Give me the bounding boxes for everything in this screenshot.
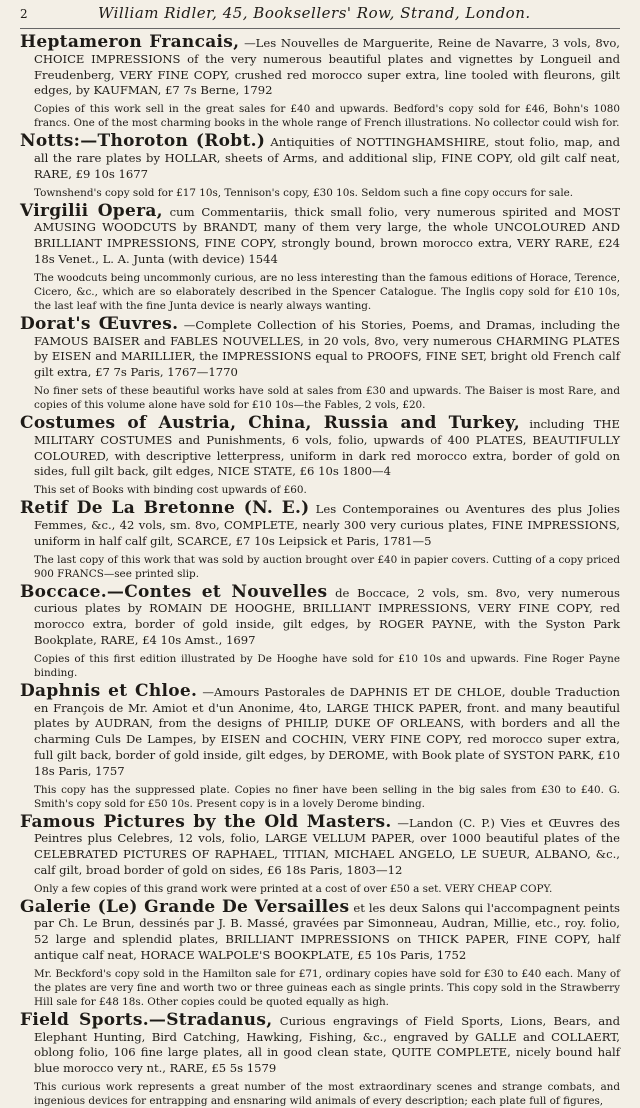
entry-note: The woodcuts being uncommonly curious, are no less interesting than the famous editions of Horace, Terence, Cicero, &c., which are so elaborately described in the Spencer Catalogue. The Inglis copy sold for £10 10s, the last leaf with the fine Junta device is nearly always wanting. — [34, 271, 620, 312]
entry-note: This copy has the suppressed plate. Copies no finer have been selling in the big sales from £30 to £40. G. Smith's copy sold for £50 10s. Present copy is in a lovely Derome binding. — [34, 783, 620, 810]
entry-description: —Complete Collection of his Stories, Poems, and Dramas, including the FAMOUS BAISER and FABLES NOUVELLES, in 20 vols, 8vo, very numerous CHARMING PLATES by EISEN and MARILLIER, the IMPRESSIONS equal to PROOFS, FINE SET, bright old French calf gilt extra, £7 7s Paris, 1767—1770 — [34, 317, 621, 380]
entry-description: Les Contemporaines ou Aventures des plus Jolies Femmes, &c., 42 vols, sm. 8vo, COMPLETE, nearly 300 very curious plates, FINE IMPRESSIONS, uniform in half calf gilt, SCARCE, £7 10s Leipsick et Paris, 1781—5 — [34, 502, 620, 548]
entry-heading: Retif De La Bretonne (N. E.) — [20, 498, 310, 519]
catalogue-entries — [20, 32, 621, 1108]
entry-heading: Famous Pictures by the Old Masters. — [20, 811, 392, 832]
catalogue-entry — [20, 581, 621, 649]
entry-description: Curious engravings of Field Sports, Lions, Bears, and Elephant Hunting, Bird Catching, Hawking, Fishing, &c., engraved by GALLE and COLLAERT, oblong folio, 106 fine large plates, all in good clean state, QUITE COMPLETE, nicely bound half blue morocco very nt., RARE, £5 5s 1579 — [34, 1013, 620, 1076]
entry-heading: Galerie (Le) Grande De Versailles — [20, 896, 350, 917]
page-number: 2 — [20, 7, 29, 21]
catalogue-entry — [20, 200, 620, 268]
entry-description: de Boccace, 2 vols, sm. 8vo, very numerous curious plates by ROMAIN DE HOOGHE, BRILLIANT IMPRESSIONS, VERY FINE COPY, red morocco extra, border of gold inside, gilt edges, by ROGER PAYNE, with the Syston Park Bookplate, RARE, £4 10s Amst., 1697 — [34, 585, 621, 647]
entry-note: Copies of this first edition illustrated by De Hooghe have sold for £10 10s and upwards. Fine Roger Payne binding. — [34, 652, 620, 679]
entry-description: —Amours Pastorales de DAPHNIS ET DE CHLOE, double Traduction en François de Mr. Amiot et d'un Anonime, 4to, LARGE THICK PAPER, front. and many beautiful plates by AUDRAN, from the designs of PHILIP, DUKE OF ORLEANS, with borders and all the charming Culs De Lampes, by EISEN and COCHIN, VERY FINE COPY, red morocco super extra, full gilt back, border of gold inside, gilt edges, by DEROME, with Book plate of SYSTON PARK, £10 18s Paris, 1757 — [34, 684, 621, 778]
entry-heading: Costumes of Austria, China, Russia and Turkey, — [20, 412, 520, 433]
entry-note: Copies of this work sell in the great sales for £40 and upwards. Bedford's copy sold for £46, Bohn's 1080 francs. One of the most charming books in the whole range of French illustrations. No collector could wish for. — [34, 103, 620, 130]
entry-heading: Heptameron Francais, — [20, 32, 240, 52]
entry-note: The last copy of this work that was sold by auction brought over £40 in papier covers. Cutting of a copy priced 900 FRANCS—see printed slip. — [34, 553, 620, 580]
entry-note: Townshend's copy sold for £17 10s, Tennison's copy, £30 10s. Seldom such a fine copy occurs for sale. — [34, 186, 574, 199]
entry-description: —Landon (C. P.) Vies et Œuvres des Peintres plus Celebres, 12 vols, folio, LARGE VELLUM PAPER, over 1000 beautiful plates of the CELEBRATED PICTURES OF RAPHAEL, TITIAN, MICHAEL ANGELO, LE SUEUR, ALBANO, &c., calf gilt, broad border of gold on sides, £6 18s Paris, 1803—12 — [34, 815, 620, 877]
entry-note: Only a few copies of this grand work were printed at a cost of over £50 a set. VERY CHEAP COPY. — [34, 882, 553, 895]
entry-heading: Notts:—Thoroton (Robt.) — [20, 131, 266, 152]
entry-note: This set of Books with binding cost upwards of £60. — [34, 484, 307, 497]
entry-description: cum Commentariis, thick small folio, very numerous spirited and MOST AMUSING WOODCUTS by BRANDT, many of them very large, the whole UNCOLOURED AND BRILLIANT IMPRESSIONS, FINE COPY, strongly bound, brown morocco extra, VERY RARE, £24 18s Venet., L. A. Junta (with device) 1544 — [34, 204, 620, 266]
page-header — [20, 4, 620, 26]
running-title: William Ridler, 45, Booksellers' Row, Strand, London. — [97, 4, 531, 22]
entry-heading: Virgilii Opera, — [20, 200, 163, 221]
catalogue-entry — [20, 680, 621, 780]
catalogue-entry — [20, 131, 620, 182]
catalogue-page — [20, 0, 620, 1108]
catalogue-entry — [20, 412, 620, 480]
catalogue-entry — [20, 498, 620, 549]
entry-heading: Dorat's Œuvres. — [20, 313, 179, 334]
entry-note: No finer sets of these beautiful works have sold at sales from £30 and upwards. The Baiser is most Rare, and copies of this volume alone have sold for £10 10s—the Fables, 2 vols, £20. — [34, 384, 620, 411]
entry-description: including THE MILITARY COSTUMES and Punishments, 6 vols, folio, upwards of 400 PLATES, BEAUTIFULLY COLOURED, with descriptive letterpress, uniform in dark red morocco extra, border of gold on sides, full gilt back, gilt edges, NICE STATE, £6 10s 1800—4 — [34, 416, 620, 479]
catalogue-entry — [20, 32, 620, 99]
entry-note: Mr. Beckford's copy sold in the Hamilton sale for £71, ordinary copies have sold for £30 to £40 each. Many of the plates are very fine and worth two or three guineas each as single prints. This copy sold in the Strawberry Hill sale for £48 18s. Other copies could be quoted equally as high. — [34, 967, 620, 1008]
entry-description: —Les Nouvelles de Marguerite, Reine de Navarre, 3 vols, 8vo, CHOICE IMPRESSIONS of the very numerous beautiful plates and vignettes by Longueil and Freudenberg, VERY FINE COPY, crushed red morocco super extra, line tooled with fleurons, gilt edges, by KAUFMAN, £7 7s Berne, 1792 — [34, 36, 620, 98]
entry-note: This curious work represents a great number of the most extraordinary scenes and strange combats, and ingenious devices for entrapping and ensnaring wild animals of every description; each plate full of figures, — [34, 1081, 620, 1108]
catalogue-entry — [20, 313, 621, 381]
entry-description: et les deux Salons qui l'accompagnent peints par Ch. Le Brun, dessinés par J. B. Massé, gravées par Simonneau, Audran, Millie, etc., roy. folio, 52 large and splendid plates, BRILLIANT IMPRESSIONS on THICK PAPER, FINE COPY, half antique calf neat, HORACE WALPOLE'S BOOKPLATE, £5 10s Paris, 1752 — [34, 900, 620, 963]
catalogue-entry — [20, 811, 620, 879]
catalogue-entry — [20, 896, 620, 964]
entry-heading: Daphnis et Chloe. — [20, 680, 198, 701]
entry-description: Antiquities of NOTTINGHAMSHIRE, stout folio, map, and all the rare plates by HOLLAR, sheets of Arms, and additional slip, FINE COPY, old gilt calf neat, RARE, £9 10s 1677 — [34, 135, 620, 181]
entry-heading: Field Sports.—Stradanus, — [20, 1009, 273, 1030]
entry-heading: Boccace.—Contes et Nouvelles — [20, 581, 328, 602]
catalogue-entry — [20, 1009, 620, 1077]
header-rule — [20, 28, 620, 29]
